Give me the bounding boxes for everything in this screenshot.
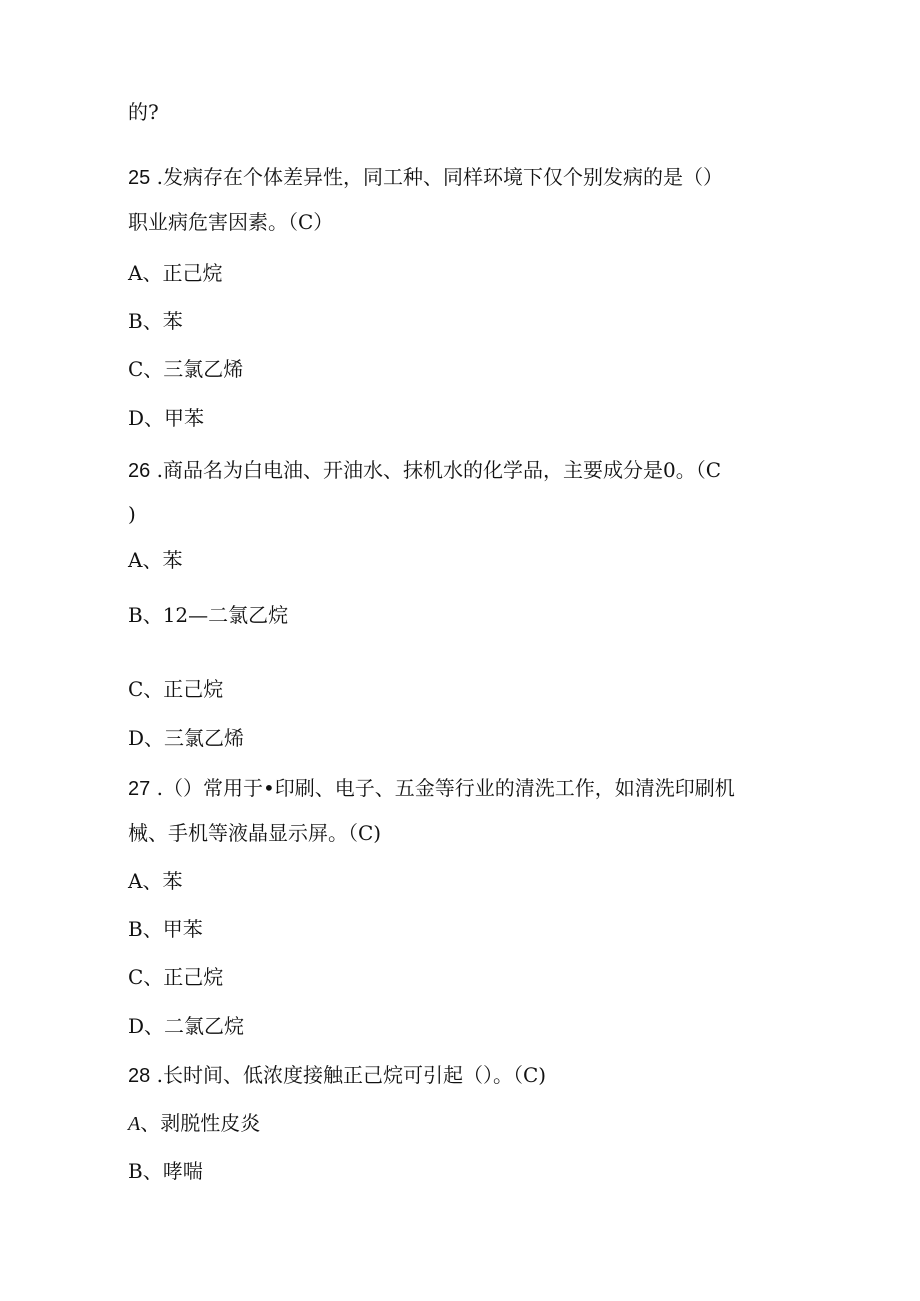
continuation-line: 的? bbox=[128, 100, 159, 124]
question-27-option-a: A、苯 bbox=[128, 869, 183, 893]
question-26-line-1 bbox=[128, 456, 721, 485]
question-25-line-1 bbox=[128, 163, 723, 192]
question-number: 26 bbox=[128, 460, 151, 482]
question-27-line-2: 械、手机等液晶显示屏。（C) bbox=[128, 821, 382, 845]
option-letter: A bbox=[128, 1113, 141, 1135]
question-text: .（）常用于•印刷、电子、五金等行业的清洗工作，如清洗印刷机 bbox=[150, 776, 735, 800]
question-text: .商品名为白电油、开油水、抹机水的化学品，主要成分是0。（C bbox=[150, 458, 721, 482]
question-27-option-d: D、二氯乙烷 bbox=[128, 1014, 245, 1038]
question-25-option-d: D、甲苯 bbox=[128, 406, 205, 430]
question-28-line-1 bbox=[128, 1061, 546, 1090]
question-25-option-c: C、三氯乙烯 bbox=[128, 357, 244, 381]
question-number: 25 bbox=[128, 167, 151, 189]
question-26-option-a: A、苯 bbox=[128, 548, 183, 572]
question-26-option-b: B、12—二氯乙烷 bbox=[128, 603, 289, 627]
question-28-option-a bbox=[128, 1109, 260, 1138]
question-26-option-d: D、三氯乙烯 bbox=[128, 726, 245, 750]
question-27-line-1 bbox=[128, 774, 735, 803]
question-28-option-b: B、哮喘 bbox=[128, 1159, 203, 1183]
question-27-option-c: C、正己烷 bbox=[128, 965, 224, 989]
question-text: .发病存在个体差异性，同工种、同样环境下仅个别发病的是（） bbox=[150, 165, 723, 189]
question-26-option-c: C、正己烷 bbox=[128, 677, 224, 701]
question-number: 27 bbox=[128, 778, 151, 800]
question-25-line-2: 职业病危害因素。（C） bbox=[128, 210, 334, 234]
question-27-option-b: B、甲苯 bbox=[128, 917, 203, 941]
question-number: 28 bbox=[128, 1065, 151, 1087]
question-25-option-b: B、苯 bbox=[128, 309, 183, 333]
question-25-option-a: A、正己烷 bbox=[128, 261, 223, 285]
option-text: 、剥脱性皮炎 bbox=[140, 1111, 261, 1135]
question-text: .长时间、低浓度接触正己烷可引起（）。（C) bbox=[150, 1063, 547, 1087]
question-26-line-2: ) bbox=[128, 502, 136, 526]
